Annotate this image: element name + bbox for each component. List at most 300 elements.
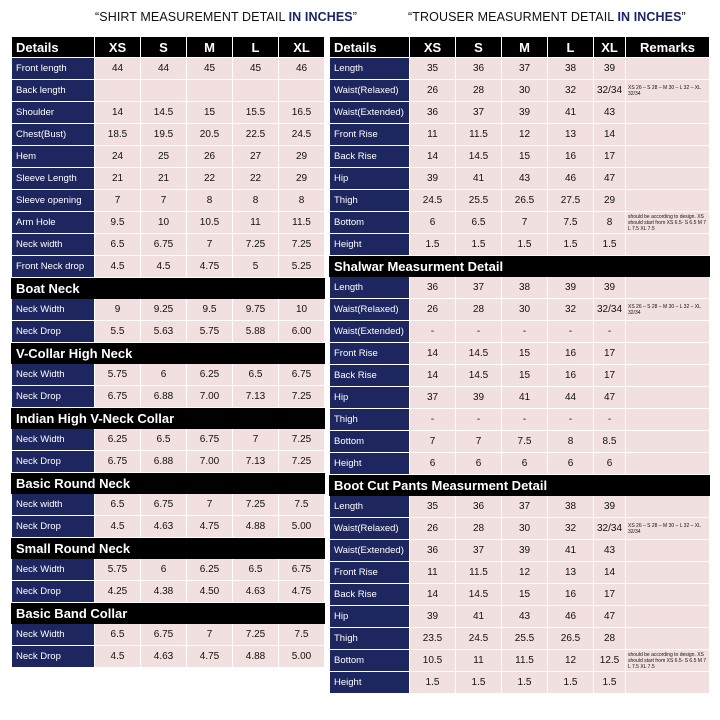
row-label-hip: Hip (330, 387, 410, 409)
remark-cell: XS 26 – S 28 – M 30 – L 32 – XL 32/34 (626, 518, 710, 540)
section-header-basic-band-collar (12, 603, 325, 624)
column-header-xl: XL (594, 37, 626, 58)
size-value: 37 (456, 277, 502, 299)
size-value: 37 (456, 102, 502, 124)
size-value: - (594, 409, 626, 431)
size-value: 5.75 (95, 364, 141, 386)
size-value: 11 (233, 212, 279, 234)
size-value: 22 (187, 168, 233, 190)
remark-cell (626, 58, 710, 80)
section-header-shalwar-measurment-detail (330, 256, 710, 277)
size-value: - (410, 409, 456, 431)
size-value: 23.5 (410, 628, 456, 650)
column-header-xl: XL (279, 37, 325, 58)
size-value: 7.25 (233, 494, 279, 516)
size-value: 7.13 (233, 451, 279, 473)
column-header-m: M (187, 37, 233, 58)
row-label-neck-width: Neck Width (12, 299, 95, 321)
size-value: 18.5 (95, 124, 141, 146)
table-row (330, 343, 710, 365)
row-label-hip: Hip (330, 168, 410, 190)
size-value: 28 (456, 518, 502, 540)
size-value: 6.75 (187, 429, 233, 451)
column-header-xs: XS (95, 37, 141, 58)
remark-cell (626, 321, 710, 343)
size-value: 4.5 (95, 646, 141, 668)
size-value: 1.5 (594, 234, 626, 256)
size-value: 7.25 (279, 234, 325, 256)
shirt-measurement-table-container (11, 36, 324, 668)
size-value: 1.5 (410, 672, 456, 694)
table-row (12, 234, 325, 256)
size-value: 15 (502, 146, 548, 168)
size-value: 11 (410, 124, 456, 146)
size-value: 17 (594, 146, 626, 168)
column-header-m: M (502, 37, 548, 58)
size-value: 39 (456, 387, 502, 409)
remark-cell: should be according to design. XS should start from XS 6.5- S 6.5 M 7 L 7.5 XL 7.5 (626, 212, 710, 234)
size-value: 13 (548, 124, 594, 146)
size-value: 6.5 (456, 212, 502, 234)
size-value (233, 80, 279, 102)
size-value: 36 (456, 58, 502, 80)
size-value: 6.5 (95, 234, 141, 256)
size-value: 9.25 (141, 299, 187, 321)
row-label-bottom: Bottom (330, 650, 410, 672)
row-label-waist-relaxed: Waist(Relaxed) (330, 80, 410, 102)
size-value: 14.5 (456, 343, 502, 365)
size-value: 14.5 (456, 365, 502, 387)
size-value: 14.5 (456, 146, 502, 168)
size-value: 14 (410, 365, 456, 387)
size-value: 39 (548, 277, 594, 299)
size-value: 44 (95, 58, 141, 80)
trouser-title-emphasis: IN INCHES (617, 10, 682, 24)
size-value: 32 (548, 299, 594, 321)
size-value: 44 (141, 58, 187, 80)
size-value: 14.5 (456, 584, 502, 606)
size-value: 28 (594, 628, 626, 650)
size-value: 26.5 (548, 628, 594, 650)
size-value: 6 (410, 453, 456, 475)
size-value: 7 (187, 624, 233, 646)
size-value: 9 (95, 299, 141, 321)
size-value: 11 (410, 562, 456, 584)
size-value: 37 (410, 387, 456, 409)
size-value: 26 (410, 80, 456, 102)
size-value: 43 (594, 102, 626, 124)
size-value: 1.5 (456, 234, 502, 256)
size-value: 43 (502, 168, 548, 190)
size-value: - (502, 321, 548, 343)
shirt-title-suffix: ” (352, 10, 357, 24)
size-value: 7.25 (279, 451, 325, 473)
size-value: 16 (548, 146, 594, 168)
size-value: 25.5 (502, 628, 548, 650)
size-value: 4.5 (95, 516, 141, 538)
section-title: Boat Neck (12, 278, 325, 299)
column-header-l: L (233, 37, 279, 58)
size-value: 26 (410, 518, 456, 540)
remark-cell (626, 453, 710, 475)
remark-cell (626, 409, 710, 431)
section-title: Basic Band Collar (12, 603, 325, 624)
size-value: 27.5 (548, 190, 594, 212)
size-value: 20.5 (187, 124, 233, 146)
section-title: V-Collar High Neck (12, 343, 325, 364)
table-row (12, 624, 325, 646)
row-label-back-rise: Back Rise (330, 365, 410, 387)
column-header-s: S (141, 37, 187, 58)
size-value: 36 (410, 540, 456, 562)
size-value: 7 (410, 431, 456, 453)
size-value: 32 (548, 518, 594, 540)
size-value: 39 (594, 277, 626, 299)
column-header-remarks: Remarks (626, 37, 710, 58)
size-value: 14 (594, 562, 626, 584)
size-value: - (548, 321, 594, 343)
size-value: 4.63 (141, 516, 187, 538)
row-label-neck-drop: Neck Drop (12, 581, 95, 603)
size-value: 22 (233, 168, 279, 190)
size-value: 7.00 (187, 451, 233, 473)
row-label-bottom: Bottom (330, 431, 410, 453)
size-value: 27 (233, 146, 279, 168)
size-value: 6.75 (95, 386, 141, 408)
remark-cell (626, 387, 710, 409)
size-value: 14 (594, 124, 626, 146)
size-value: 7.5 (279, 624, 325, 646)
size-value: 38 (548, 496, 594, 518)
size-value: 44 (548, 387, 594, 409)
row-label-sleeve-length: Sleeve Length (12, 168, 95, 190)
size-value: 1.5 (548, 234, 594, 256)
remark-cell (626, 102, 710, 124)
size-value: 7.25 (233, 624, 279, 646)
table-row (330, 518, 710, 540)
size-value: 32 (548, 80, 594, 102)
table-row (12, 58, 325, 80)
table-row (12, 80, 325, 102)
size-value: 15 (502, 343, 548, 365)
row-label-thigh: Thigh (330, 190, 410, 212)
size-value (95, 80, 141, 102)
row-label-neck-width: Neck Width (12, 559, 95, 581)
row-label-waist-relaxed: Waist(Relaxed) (330, 299, 410, 321)
table-row (330, 540, 710, 562)
remark-cell (626, 234, 710, 256)
section-header-boot-cut-pants-measurment-detail (330, 475, 710, 496)
size-value: 4.5 (141, 256, 187, 278)
size-value: 6.75 (95, 451, 141, 473)
size-value: 1.5 (456, 672, 502, 694)
size-value: 32/34 (594, 299, 626, 321)
size-value: 30 (502, 299, 548, 321)
size-value: 45 (233, 58, 279, 80)
table-row (12, 646, 325, 668)
size-value: 43 (594, 540, 626, 562)
size-value: 8 (187, 190, 233, 212)
size-value: 7 (456, 431, 502, 453)
size-value: 37 (502, 58, 548, 80)
size-value: 25 (141, 146, 187, 168)
table-row (330, 212, 710, 234)
size-value: 47 (594, 168, 626, 190)
row-label-bottom: Bottom (330, 212, 410, 234)
table-row (330, 496, 710, 518)
table-row (330, 628, 710, 650)
size-value: 6.25 (187, 364, 233, 386)
column-header-s: S (456, 37, 502, 58)
table-row (330, 58, 710, 80)
size-value: 6.25 (95, 429, 141, 451)
size-value: 11.5 (279, 212, 325, 234)
table-row (12, 429, 325, 451)
section-header-small-round-neck (12, 538, 325, 559)
size-value: 5.75 (95, 559, 141, 581)
size-value: 26 (410, 299, 456, 321)
size-value: 16.5 (279, 102, 325, 124)
size-value: 15.5 (233, 102, 279, 124)
size-value: 7 (502, 212, 548, 234)
size-value: 6.75 (141, 494, 187, 516)
size-value: 5.5 (95, 321, 141, 343)
section-header-basic-round-neck (12, 473, 325, 494)
size-value: 16 (548, 365, 594, 387)
row-label-waist-relaxed: Waist(Relaxed) (330, 518, 410, 540)
remark-cell (626, 540, 710, 562)
remark-cell (626, 606, 710, 628)
size-value: - (502, 409, 548, 431)
remark-cell: should be according to design. XS should start from XS 6.5- S 6.5 M 7 L 7.5 XL 7.5 (626, 650, 710, 672)
size-value: 16 (548, 584, 594, 606)
size-value: 14 (410, 146, 456, 168)
size-value: 35 (410, 496, 456, 518)
row-label-neck-width: Neck width (12, 494, 95, 516)
size-value: 6.75 (279, 559, 325, 581)
size-value: 7.25 (279, 386, 325, 408)
table-row (330, 562, 710, 584)
size-value: 15 (187, 102, 233, 124)
size-value: 17 (594, 343, 626, 365)
trouser-title-suffix: ” (681, 10, 686, 24)
column-header-details: Details (12, 37, 95, 58)
size-value: 39 (410, 168, 456, 190)
size-value (279, 80, 325, 102)
size-value: 7.13 (233, 386, 279, 408)
size-value: 38 (548, 58, 594, 80)
row-label-front-rise: Front Rise (330, 562, 410, 584)
row-label-thigh: Thigh (330, 409, 410, 431)
size-value: 35 (410, 58, 456, 80)
shirt-title-emphasis: IN INCHES (288, 10, 353, 24)
row-label-arm-hole: Arm Hole (12, 212, 95, 234)
row-label-length: Length (330, 277, 410, 299)
row-label-waist-extended: Waist(Extended) (330, 102, 410, 124)
size-value: 9.5 (95, 212, 141, 234)
size-value: 41 (456, 606, 502, 628)
size-value: 29 (594, 190, 626, 212)
size-value: - (410, 321, 456, 343)
row-label-back-rise: Back Rise (330, 146, 410, 168)
size-value: 41 (502, 387, 548, 409)
size-value: 7 (187, 494, 233, 516)
size-value: 4.88 (233, 516, 279, 538)
size-value: 39 (594, 58, 626, 80)
header-row (12, 37, 325, 58)
table-row (12, 102, 325, 124)
row-label-neck-width: Neck Width (12, 429, 95, 451)
size-value: 9.5 (187, 299, 233, 321)
size-value: 38 (502, 277, 548, 299)
row-label-neck-width: Neck Width (12, 364, 95, 386)
size-value: 7.00 (187, 386, 233, 408)
trouser-title (408, 10, 686, 24)
table-row (12, 299, 325, 321)
size-value: 30 (502, 518, 548, 540)
row-label-height: Height (330, 453, 410, 475)
size-value: 4.5 (95, 256, 141, 278)
size-value: 36 (410, 277, 456, 299)
remark-cell (626, 124, 710, 146)
size-value: 22.5 (233, 124, 279, 146)
trouser-measurement-table (329, 36, 710, 694)
row-label-neck-drop: Neck Drop (12, 451, 95, 473)
row-label-length: Length (330, 58, 410, 80)
size-value: 7 (187, 234, 233, 256)
row-label-front-neck-drop: Front Neck drop (12, 256, 95, 278)
size-value (141, 80, 187, 102)
size-value: 6.75 (279, 364, 325, 386)
size-value: 7 (233, 429, 279, 451)
section-title: Small Round Neck (12, 538, 325, 559)
table-row (330, 168, 710, 190)
size-value: 4.25 (95, 581, 141, 603)
size-value: 11.5 (456, 124, 502, 146)
size-value: 28 (456, 80, 502, 102)
row-label-back-length: Back length (12, 80, 95, 102)
size-value: 41 (548, 540, 594, 562)
size-value: 6.88 (141, 386, 187, 408)
table-row (330, 277, 710, 299)
table-row (12, 516, 325, 538)
row-label-waist-extended: Waist(Extended) (330, 540, 410, 562)
size-value: 26.5 (502, 190, 548, 212)
table-row (330, 606, 710, 628)
size-value: 4.63 (141, 646, 187, 668)
size-value: 6 (594, 453, 626, 475)
table-row (12, 124, 325, 146)
size-value: 5.25 (279, 256, 325, 278)
size-value: - (456, 409, 502, 431)
size-value: 1.5 (548, 672, 594, 694)
size-value: 6 (141, 364, 187, 386)
size-value: 46 (548, 606, 594, 628)
size-value: 41 (548, 102, 594, 124)
table-row (330, 453, 710, 475)
size-value: 47 (594, 606, 626, 628)
size-value: 6.75 (141, 234, 187, 256)
table-row (12, 146, 325, 168)
size-value: 5.75 (187, 321, 233, 343)
size-value: 6 (456, 453, 502, 475)
size-value: - (548, 409, 594, 431)
row-label-neck-width: Neck width (12, 234, 95, 256)
table-row (330, 431, 710, 453)
size-value: 1.5 (502, 234, 548, 256)
size-value: 30 (502, 80, 548, 102)
size-value: 17 (594, 365, 626, 387)
header-row (330, 37, 710, 58)
size-value: 37 (456, 540, 502, 562)
size-value: 4.75 (187, 256, 233, 278)
size-value: 7.5 (548, 212, 594, 234)
table-row (12, 451, 325, 473)
table-row (12, 494, 325, 516)
size-value: 8 (594, 212, 626, 234)
size-value: - (456, 321, 502, 343)
row-label-sleeve-opening: Sleeve opening (12, 190, 95, 212)
size-value: 7.25 (233, 234, 279, 256)
row-label-neck-drop: Neck Drop (12, 516, 95, 538)
size-value: 12 (548, 650, 594, 672)
remark-cell (626, 496, 710, 518)
section-header-v-collar-high-neck (12, 343, 325, 364)
table-row (330, 146, 710, 168)
table-row (330, 190, 710, 212)
row-label-front-rise: Front Rise (330, 124, 410, 146)
table-row (330, 387, 710, 409)
size-value: 36 (410, 102, 456, 124)
section-header-boat-neck (12, 278, 325, 299)
remark-cell (626, 146, 710, 168)
table-row (330, 672, 710, 694)
shirt-measurement-table (11, 36, 325, 668)
row-label-shoulder: Shoulder (12, 102, 95, 124)
size-value: 39 (410, 606, 456, 628)
size-value: 24.5 (279, 124, 325, 146)
section-title: Basic Round Neck (12, 473, 325, 494)
table-row (12, 364, 325, 386)
column-header-xs: XS (410, 37, 456, 58)
size-value: 29 (279, 146, 325, 168)
row-label-neck-width: Neck Width (12, 624, 95, 646)
size-value: 14 (95, 102, 141, 124)
column-header-details: Details (330, 37, 410, 58)
remark-cell (626, 584, 710, 606)
table-row (330, 102, 710, 124)
size-value: 6.5 (141, 429, 187, 451)
size-value: 1.5 (502, 672, 548, 694)
row-label-hip: Hip (330, 606, 410, 628)
size-value: 10.5 (410, 650, 456, 672)
size-value: 6 (548, 453, 594, 475)
size-value: 5.88 (233, 321, 279, 343)
section-title: Boot Cut Pants Measurment Detail (330, 475, 710, 496)
size-value: 11.5 (456, 562, 502, 584)
row-label-height: Height (330, 234, 410, 256)
row-label-thigh: Thigh (330, 628, 410, 650)
size-value: 25.5 (456, 190, 502, 212)
size-value: 21 (95, 168, 141, 190)
size-value: 6.25 (187, 559, 233, 581)
table-row (330, 299, 710, 321)
size-value: 6.88 (141, 451, 187, 473)
size-value: 1.5 (410, 234, 456, 256)
size-value: 8 (548, 431, 594, 453)
remark-cell (626, 190, 710, 212)
table-row (12, 581, 325, 603)
